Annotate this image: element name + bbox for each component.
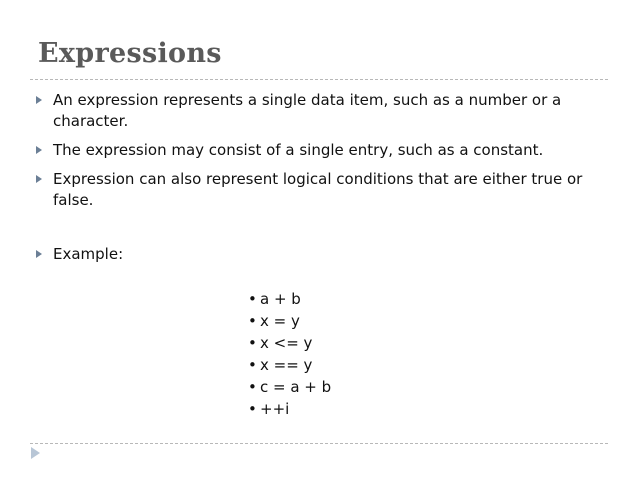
triangle-bullet-icon [36,96,42,104]
footer-divider [30,443,608,444]
example-text: x == y [260,356,313,374]
example-item [248,288,331,310]
dot-bullet-icon: • [248,356,257,374]
example-text: c = a + b [260,378,332,396]
bullet-item [36,244,596,265]
bullet-item [36,140,596,161]
bullet-text: The expression may consist of a single entry, such as a constant. [53,141,544,159]
bullet-item [36,169,596,211]
example-item [248,332,331,354]
example-item [248,398,331,420]
example-item [248,376,331,398]
slide-title: Expressions [38,38,222,69]
example-text: x <= y [260,334,313,352]
bullet-list [36,90,596,273]
example-item [248,354,331,376]
dot-bullet-icon: • [248,400,257,418]
dot-bullet-icon: • [248,290,257,308]
example-text: x = y [260,312,300,330]
dot-bullet-icon: • [248,378,257,396]
bullet-text: Expression can also represent logical conditions that are either true or false. [53,170,583,209]
example-item [248,310,331,332]
triangle-decoration-icon [31,447,40,459]
dot-bullet-icon: • [248,312,257,330]
example-text: a + b [260,290,301,308]
bullet-item [36,90,596,132]
example-list [248,288,331,420]
triangle-bullet-icon [36,250,42,258]
bullet-text: An expression represents a single data item, such as a number or a character. [53,91,562,130]
triangle-bullet-icon [36,146,42,154]
bullet-text: Example: [53,245,124,263]
title-divider [30,79,608,80]
triangle-bullet-icon [36,175,42,183]
dot-bullet-icon: • [248,334,257,352]
example-text: ++i [260,400,290,418]
